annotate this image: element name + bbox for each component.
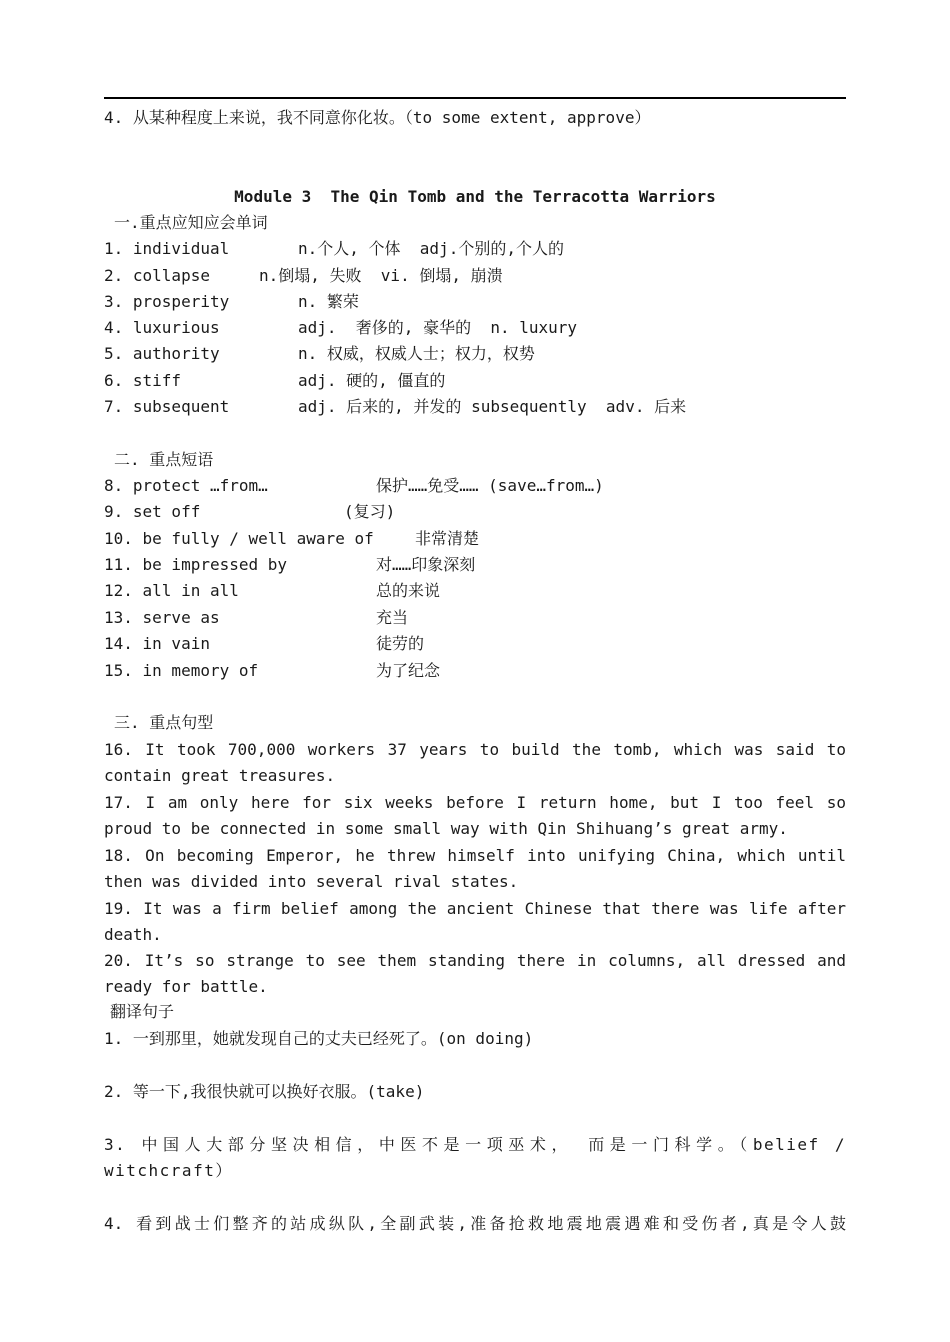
vocab-term: 1. individual	[104, 239, 230, 258]
phrase-term: 15. in memory of	[104, 661, 259, 680]
phrase-item	[104, 527, 480, 551]
vocab-definition: n. 繁荣	[298, 292, 359, 311]
vocab-item	[104, 369, 446, 393]
module-title: Module 3 The Qin Tomb and the Terracotta Warriors	[234, 187, 716, 206]
phrase-meaning: 对……印象深刻	[376, 555, 476, 574]
phrase-meaning: 总的来说	[376, 581, 441, 600]
vocab-term: 2. collapse	[104, 266, 210, 285]
phrase-item	[104, 606, 409, 630]
translation-item: 3. 中国人大部分坚决相信，中医不是一项巫术， 而是一门科学。（belief / witchcraft）	[104, 1135, 846, 1181]
previous-translation-item-4: 4. 从某种程度上来说，我不同意你化妆。（to some extent, approve）	[104, 108, 651, 127]
vocab-term: 5. authority	[104, 344, 220, 363]
phrase-item	[104, 632, 425, 656]
vocab-item	[104, 395, 687, 419]
vocab-definition: adj. 硬的, 僵直的	[298, 371, 446, 390]
key-sentence: 17. I am only here for six weeks before I return home, but I too feel so proud to be connected in some small way with Qin Shihuang’s great army.	[104, 793, 846, 839]
section3-heading: 三. 重点句型	[114, 713, 214, 732]
phrase-term: 11. be impressed by	[104, 555, 288, 574]
vocab-definition: n. 权威，权威人士；权力，权势	[298, 344, 535, 363]
phrase-meaning: 徒劳的	[376, 634, 425, 653]
vocab-term: 6. stiff	[104, 371, 182, 390]
vocab-item	[104, 316, 578, 340]
phrase-term: 9. set off	[104, 502, 201, 521]
phrase-meaning: 为了纪念	[376, 661, 441, 680]
phrase-item	[104, 659, 441, 683]
phrase-term: 8. protect …from…	[104, 476, 268, 495]
key-sentence: 19. It was a firm belief among the ancient Chinese that there was life after death.	[104, 899, 846, 945]
vocab-item	[104, 264, 503, 288]
phrase-item	[104, 474, 604, 498]
key-sentence: 18. On becoming Emperor, he threw himself into unifying China, which until then was divided into several rival states.	[104, 846, 846, 892]
translation-item: 4. 看到战士们整齐的站成纵队,全副武装,准备抢救地震地震遇难和受伤者,真是令人鼓	[104, 1214, 846, 1233]
key-sentence: 20. It’s so strange to see them standing there in columns, all dressed and ready for battle.	[104, 951, 846, 997]
phrase-meaning: (复习)	[344, 502, 396, 521]
translation-item: 1. 一到那里，她就发现自己的丈夫已经死了。(on doing)	[104, 1029, 534, 1048]
phrase-term: 10. be fully / well aware of	[104, 529, 374, 548]
vocab-definition: adj. 后来的, 并发的 subsequently adv. 后来	[298, 397, 687, 416]
phrase-item	[104, 553, 476, 577]
translation-item: 2. 等一下,我很快就可以换好衣服。(take)	[104, 1082, 425, 1101]
vocab-item	[104, 342, 535, 366]
vocab-definition: n.个人, 个体 adj.个别的,个人的	[298, 239, 564, 258]
phrase-item	[104, 579, 441, 603]
section2-heading: 二. 重点短语	[114, 450, 214, 469]
header-rule	[104, 97, 846, 99]
phrase-term: 14. in vain	[104, 634, 210, 653]
vocab-item	[104, 290, 359, 314]
section1-heading: 一.重点应知应会单词	[114, 213, 268, 232]
phrase-meaning: 保护……免受…… (save…from…)	[376, 476, 604, 495]
key-sentence: 16. It took 700,000 workers 37 years to build the tomb, which was said to contain great treasures.	[104, 740, 846, 786]
vocab-term: 3. prosperity	[104, 292, 230, 311]
translation-heading: 翻译句子	[110, 1002, 175, 1021]
vocab-definition: n.倒塌, 失败 vi. 倒塌, 崩溃	[259, 266, 503, 285]
vocab-item	[104, 237, 564, 261]
vocab-definition: adj. 奢侈的, 豪华的 n. luxury	[298, 318, 578, 337]
phrase-term: 13. serve as	[104, 608, 220, 627]
phrase-term: 12. all in all	[104, 581, 239, 600]
phrase-meaning: 充当	[376, 608, 409, 627]
vocab-term: 4. luxurious	[104, 318, 220, 337]
phrase-item	[104, 500, 396, 524]
phrase-meaning: 非常清楚	[415, 529, 480, 548]
vocab-term: 7. subsequent	[104, 397, 230, 416]
